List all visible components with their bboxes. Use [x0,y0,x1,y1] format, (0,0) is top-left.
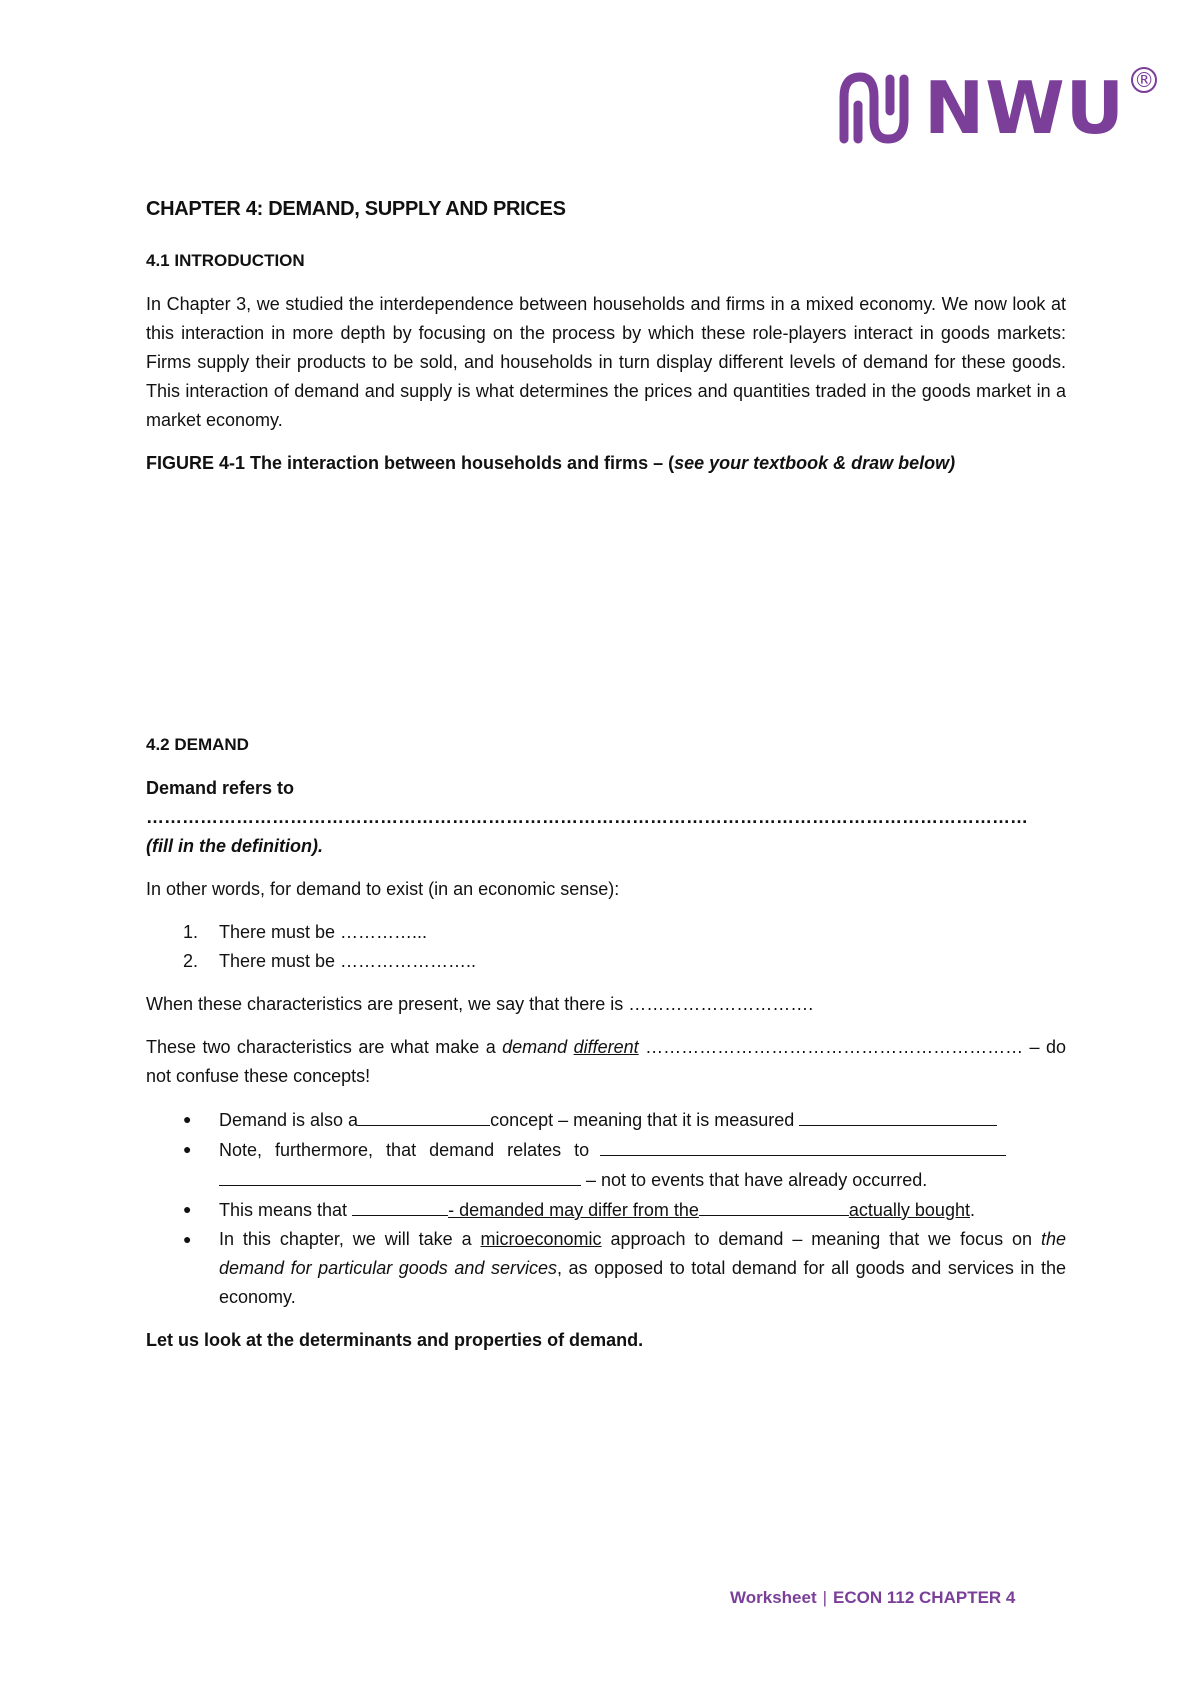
registered-mark: ® [1131,67,1157,93]
bullet-icon: ● [183,1111,192,1127]
bullet4-text-c: , as opposed to total demand for all goods and services in the economy. [219,1258,1066,1307]
list-number: 1. [183,922,199,942]
list-number: 2. [183,951,199,971]
footer-left: Worksheet [730,1588,817,1607]
fill-blank[interactable] [600,1135,1006,1156]
fill-blank[interactable] [219,1165,581,1186]
nwu-emblem-icon [836,69,912,147]
list-item [146,1105,1066,1135]
bullet4-underlined: microeconomic [480,1229,602,1249]
bullet2-text-a: Note, furthermore, that demand relates to [219,1140,590,1160]
demand-refers-to: Demand refers to ………………………………………………………………………………………………………………………………… [146,778,1028,827]
section-heading-introduction: 4.1 INTRODUCTION [146,251,305,270]
two-characteristics-text [146,1033,1066,1091]
two-chars-suffix: ……………………………………………………… – do not confuse these concepts! [146,1037,1066,1086]
bullet-icon: ● [183,1141,192,1157]
characteristics-present-text: When these characteristics are present, we say that there is …………………………. [146,994,814,1014]
figure-caption [146,449,1066,478]
list-text: There must be ………………….. [219,951,477,971]
fill-blank[interactable] [699,1195,849,1216]
list-item [146,1195,1066,1225]
bullet3-text-d: . [969,1200,975,1220]
two-chars-italic: demand [502,1037,574,1057]
bullet3-text-b: - demanded may differ from the [448,1200,699,1220]
figure-caption-instruction: see your textbook & draw below) [674,453,956,473]
fill-in-instruction: (fill in the definition). [146,836,323,856]
figure-drawing-space [146,478,1066,732]
bullet4-text-a: In this chapter, we will take a [219,1229,481,1249]
other-words-text: In other words, for demand to exist (in an economic sense): [146,879,620,899]
demand-definition [146,774,1066,861]
bullet1-text-a: Demand is also a [219,1110,359,1130]
bullet3-text-a: This means that [219,1200,348,1220]
intro-paragraph: In Chapter 3, we studied the interdependence between households and firms in a mixed economy. We now look at this interaction in more depth by focusing on the process by which these role-players interact in goods markets: Firms supply their products to be sold, and households in turn display different levels of demand for these goods. This interaction of demand and supply is what determines the prices and quantities traded in the goods market in a market economy. [146,294,1066,430]
bullet4-italic: the demand for particular goods and services [219,1229,1066,1278]
bullet-icon: ● [183,1231,192,1247]
list-item [146,947,1066,976]
two-chars-prefix: These two characteristics are what make a [146,1037,503,1057]
section-heading-demand: 4.2 DEMAND [146,735,249,754]
bullet4-text-b: approach to demand – meaning that we focus on [601,1229,1041,1249]
fill-blank[interactable] [799,1105,997,1126]
footer-right: ECON 112 CHAPTER 4 [833,1588,1016,1607]
list-item [146,1135,1066,1195]
list-item [146,1225,1066,1312]
document-body [146,188,1066,1355]
closing-statement: Let us look at the determinants and properties of demand. [146,1330,644,1350]
chapter-title: CHAPTER 4: DEMAND, SUPPLY AND PRICES [146,198,566,220]
list-item [146,918,1066,947]
footer-separator: | [822,1588,828,1607]
conditions-list [146,918,1066,976]
bullet2-text-b: – not to events that have already occurred. [586,1170,928,1190]
logo-wordmark: NWU [924,66,1126,150]
bullet-icon: ● [183,1201,192,1217]
two-chars-underlined: different [573,1037,639,1057]
figure-caption-title: FIGURE 4-1 The interaction between households and firms – ( [146,453,675,473]
demand-bullets [146,1105,1066,1312]
bullet3-text-c: actually bought [848,1200,970,1220]
fill-blank[interactable] [358,1105,490,1126]
list-text: There must be …………... [219,922,428,942]
bullet1-text-b: concept – meaning that it is measured [490,1110,795,1130]
nwu-logo [836,66,1157,150]
page-footer [730,1588,1015,1608]
fill-blank[interactable] [352,1195,448,1216]
